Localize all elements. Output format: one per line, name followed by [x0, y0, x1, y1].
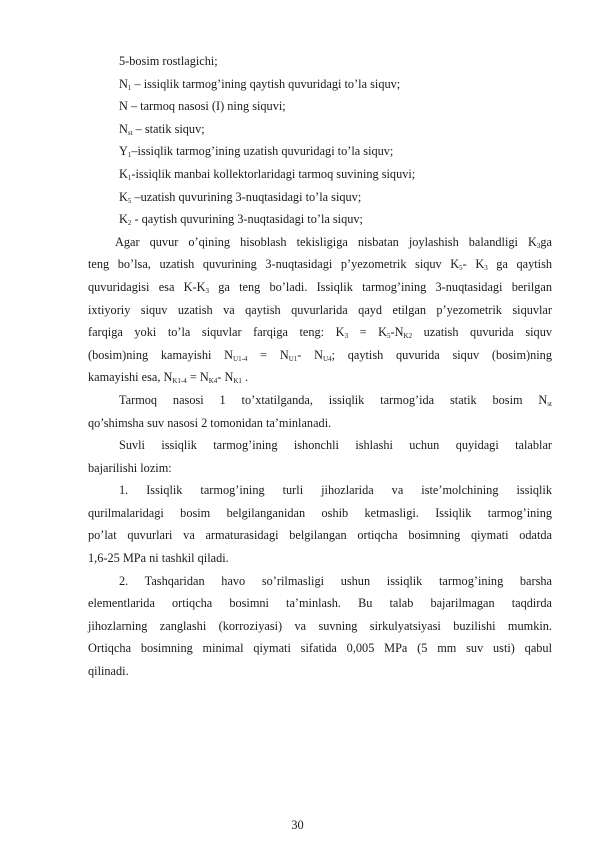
- text-run: Ortiqcha bosimning minimal qiymati sifatida 0,005 MPa (5 mm suv usti) qabul: [88, 641, 552, 656]
- text-line: [88, 73, 552, 96]
- text-line: [88, 570, 552, 593]
- subscript: 1: [127, 173, 132, 182]
- text-line: [88, 615, 552, 638]
- text-run: = N: [186, 370, 209, 385]
- subscript: 5: [459, 264, 463, 273]
- text-line: [88, 140, 552, 163]
- text-line: [88, 321, 552, 344]
- text-run: – statik siquv;: [132, 121, 205, 136]
- text-line: [88, 457, 552, 480]
- text-run: N – tarmoq nasosi (I) ning siquvi;: [119, 99, 286, 114]
- text-run: ga teng bo’ladi. Issiqlik tarmog’ining 3-nuqtasidagi berilgan: [209, 279, 552, 294]
- text-line: [88, 389, 552, 412]
- text-run: 1. Issiqlik tarmog’ining turli jihozlarida va iste’molchining issiqlik: [119, 483, 552, 498]
- subscript: 3: [344, 332, 349, 341]
- text-line: [88, 637, 552, 660]
- text-line: [88, 163, 552, 186]
- subscript: 5: [127, 196, 132, 205]
- text-run: po’lat quvurlari va armaturasidagi belgilangan ortiqcha bosimning qiymati odatda: [88, 528, 552, 543]
- subscript: st: [127, 128, 133, 137]
- text-line: [88, 547, 552, 570]
- text-run: quvuridagisi esa K-K: [88, 279, 206, 294]
- text-run: bajarilishi lozim:: [88, 460, 172, 475]
- text-run: - qaytish quvurining 3-nuqtasidagi to’la siquv;: [131, 212, 363, 227]
- text-line: [88, 95, 552, 118]
- text-run: 5-bosim rostlagichi;: [119, 54, 218, 68]
- text-run: ; qaytish quvurida siquv (bosim)ning: [331, 347, 552, 362]
- subscript: 2: [127, 219, 132, 228]
- text-run: Suvli issiqlik tarmog’ining ishonchli ishlashi uchun quyidagi talablar: [119, 438, 552, 453]
- subscript: K4: [208, 377, 218, 386]
- page-number: 30: [291, 818, 304, 832]
- subscript: 3: [484, 264, 488, 273]
- text-run: N: [119, 76, 128, 91]
- text-run: 2. Tashqaridan havo so’rilmasligi ushun issiqlik tarmog’ining barsha: [119, 573, 552, 588]
- text-line: [88, 412, 552, 435]
- text-line: [88, 434, 552, 457]
- subscript: K2: [403, 332, 413, 341]
- subscript: U1-4: [233, 354, 248, 363]
- text-run: kamayishi esa, N: [88, 370, 173, 385]
- text-run: ixtiyoriy siquv uzatish va qaytish quvurlarida qayd etilgan p’yezometrik siquvlar: [88, 302, 552, 317]
- text-line: [88, 479, 552, 502]
- subscript: U4: [323, 354, 332, 363]
- text-run: qo’shimsha suv nasosi 2 tomonidan ta’minlanadi.: [88, 415, 332, 430]
- text-run: farqiga yoki to’la siquvlar farqiga teng: K: [88, 325, 345, 340]
- text-line: [88, 524, 552, 547]
- text-line: [88, 253, 552, 276]
- text-line: [88, 118, 552, 141]
- text-line: [88, 299, 552, 322]
- subscript: K1: [233, 377, 242, 386]
- text-run: jihozlarning zanglashi (korroziyasi) va suvning sirkulyatsiyasi buzilishi mumkin.: [88, 618, 552, 633]
- document-body: [88, 50, 552, 683]
- subscript: 3: [536, 241, 541, 250]
- text-run: - K: [462, 257, 485, 272]
- text-run: teng bo’lsa, uzatish quvurining 3-nuqtasidagi p’yezometrik siquv K: [88, 257, 460, 272]
- text-run: K: [119, 189, 128, 204]
- text-run: (bosim)ning kamayishi N: [88, 347, 234, 362]
- text-run: –issiqlik tarmog’ining uzatish quvuridagi to’la siquv;: [131, 144, 394, 159]
- text-run: N: [119, 121, 128, 136]
- subscript: 1: [127, 83, 132, 92]
- subscript: K1-4: [172, 377, 187, 386]
- text-line: [88, 276, 552, 299]
- text-line: [88, 231, 552, 254]
- text-run: ga: [540, 234, 552, 249]
- text-line: [88, 344, 552, 367]
- subscript: 3: [205, 286, 210, 295]
- text-run: - N: [297, 347, 324, 362]
- text-line: [88, 186, 552, 209]
- text-run: -N: [390, 325, 404, 340]
- subscript: U1: [288, 354, 298, 363]
- subscript: st: [547, 399, 552, 408]
- text-run: - N: [217, 370, 234, 385]
- text-run: -issiqlik manbai kollektorlaridagi tarmoq suvining siquvi;: [131, 166, 416, 181]
- text-run: = K: [348, 325, 388, 340]
- text-line: [88, 208, 552, 231]
- text-run: qurilmalaridagi bosim belgilanganidan oshib ketmasligi. Issiqlik tarmog’ining: [88, 505, 552, 520]
- text-run: = N: [247, 347, 289, 362]
- text-run: qilinadi.: [88, 664, 129, 679]
- text-line: [88, 366, 552, 389]
- text-run: Y: [119, 144, 128, 159]
- text-run: –uzatish quvurining 3-nuqtasidagi to’la siquv;: [131, 189, 362, 204]
- subscript: 5: [387, 332, 391, 341]
- text-run: Tarmoq nasosi 1 to’xtatilganda, issiqlik tarmog’ida statik bosim N: [119, 392, 548, 407]
- text-line: [88, 50, 552, 73]
- subscript: 1: [127, 151, 132, 160]
- text-run: uzatish quvurida siquv: [412, 325, 552, 340]
- text-run: .: [241, 370, 249, 385]
- text-run: Agar quvur o’qining hisoblash tekisligiga nisbatan joylashish balandligi K: [115, 234, 537, 249]
- text-line: [88, 660, 552, 683]
- text-line: [88, 502, 552, 525]
- text-run: 1,6-25 MPa ni tashkil qiladi.: [88, 551, 229, 566]
- text-run: – issiqlik tarmog’ining qaytish quvuridagi to’la siquv;: [131, 76, 401, 91]
- text-run: K: [119, 166, 128, 181]
- text-line: [88, 592, 552, 615]
- text-run: ga qaytish: [487, 257, 552, 272]
- text-run: K: [119, 212, 128, 227]
- text-run: elementlarida ortiqcha bosimni ta’minlash. Bu talab bajarilmagan taqdirda: [88, 596, 552, 611]
